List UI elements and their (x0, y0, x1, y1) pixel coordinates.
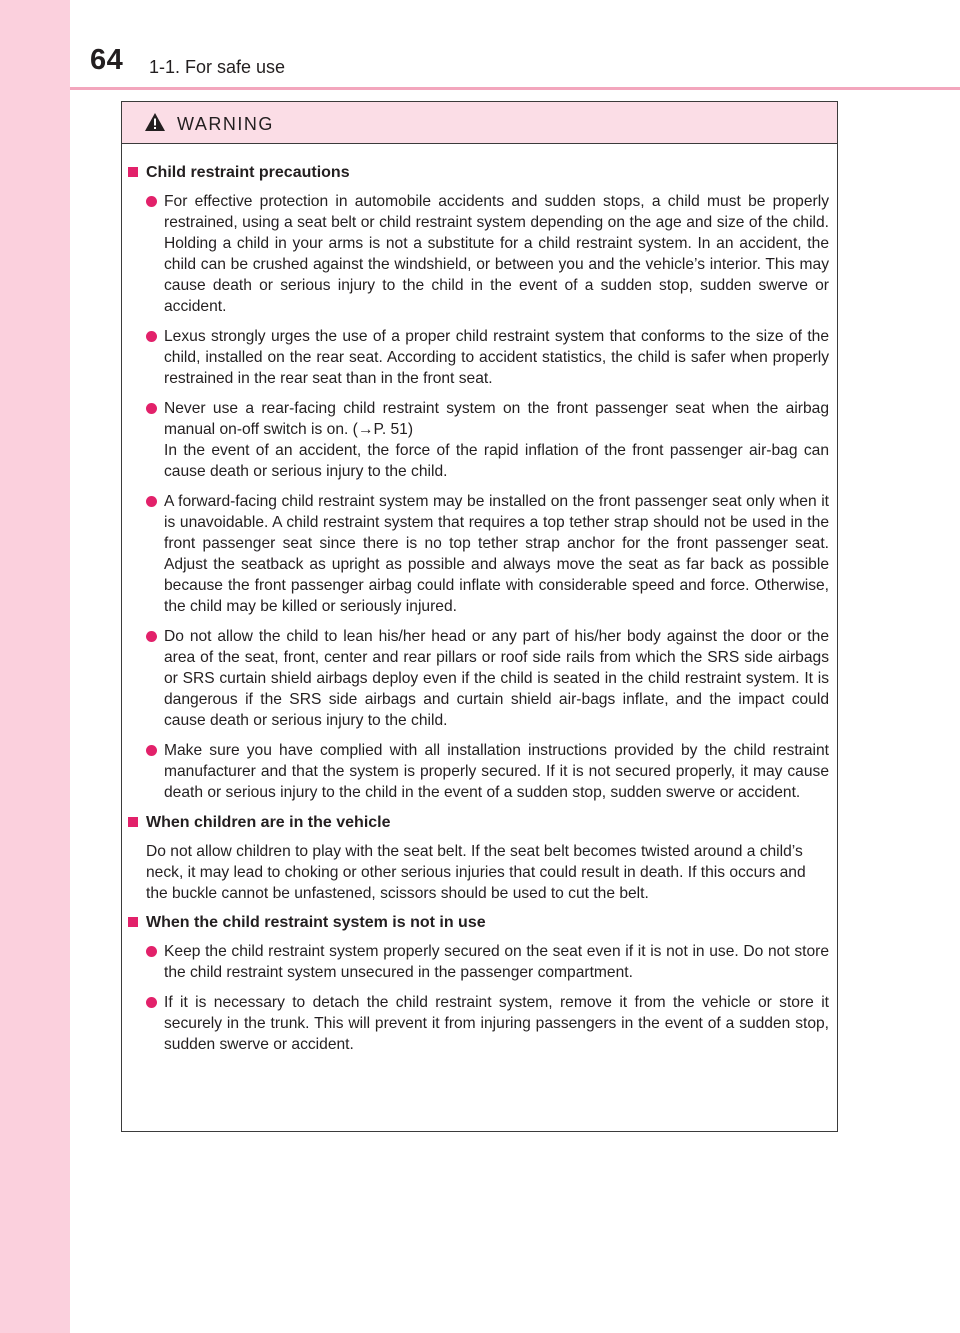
list-item: Do not allow the child to lean his/her head or any part of his/her body against the door or the area of the seat, front, center and rear pillars or roof side rails from which the SRS side airbags or SRS curtain shield airbags deploy even if the child is seated in the child restraint system. It is dangerous if the SRS side airbags and curtain shield air-bags inflate, and the impact could cause death or serious injury to the child. (128, 626, 829, 731)
section-heading: Child restraint precautions (128, 162, 829, 183)
list-item: For effective protection in automobile accidents and sudden stops, a child must be properly restrained, using a seat belt or child restraint system depending on the age and size of the child. Holding a child in your arms is not a substitute for a child restraint system. In an accident, the child can be crushed against the windshield, or between you and the vehicle’s interior. This may cause death or serious injury to the child in the event of a sudden stop, sudden swerve or accident. (128, 191, 829, 317)
round-bullet-icon (146, 745, 157, 756)
page-number: 64 (90, 44, 124, 76)
round-bullet-icon (146, 997, 157, 1008)
square-bullet-icon (128, 167, 138, 177)
round-bullet-icon (146, 403, 157, 414)
square-bullet-icon (128, 817, 138, 827)
round-bullet-icon (146, 331, 157, 342)
round-bullet-icon (146, 196, 157, 207)
warning-triangle-icon (144, 112, 166, 132)
round-bullet-icon (146, 496, 157, 507)
warning-title: WARNING (177, 114, 274, 134)
section-text: Do not allow children to play with the seat belt. If the seat belt becomes twisted around a child’s neck, it may lead to choking or other serious injuries that could result in death. If this occurs and the buckle cannot be unfastened, scissors should be used to cut the belt. (146, 843, 806, 902)
list-item: A forward-facing child restraint system may be installed on the front passenger seat only when it is unavoidable. A child restraint system that requires a top tether strap should not be used in the front passenger seat since there is no top tether strap anchor for the front passenger seat. Adjust the seatback as upright as possible and always move the seat as far back as possible because the front passenger airbag could inflate with considerable speed and force. Otherwise, the child may be killed or seriously injured. (128, 491, 829, 617)
list-item: If it is necessary to detach the child restraint system, remove it from the vehicle or store it securely in the trunk. This will prevent it from injuring passengers in the event of a sudden stop, sudden swerve or accident. (128, 992, 829, 1055)
round-bullet-icon (146, 946, 157, 957)
list-item: Make sure you have complied with all installation instructions provided by the child restraint manufacturer and that the system is properly secured. If it is not secured properly, it may cause death or serious injury to the child in the event of a sudden stop, sudden swerve or accident. (128, 740, 829, 803)
section-heading: When children are in the vehicle (128, 812, 829, 833)
side-color-strip (0, 0, 70, 1333)
list-item: Never use a rear-facing child restraint system on the front passenger seat when the airbag manual on-off switch is on. (→P. 51) In the event of an accident, the force of the rapid inflation of the front passenger air-bag can cause death or serious injury to the child. (128, 398, 829, 482)
square-bullet-icon (128, 917, 138, 927)
header-rule (70, 87, 960, 90)
warning-header (122, 102, 837, 144)
warning-box (121, 101, 838, 1132)
list-item: Keep the child restraint system properly secured on the seat even if it is not in use. Do not store the child restraint system unsecured in the passenger compartment. (128, 941, 829, 983)
round-bullet-icon (146, 631, 157, 642)
list-item: Lexus strongly urges the use of a proper child restraint system that conforms to the size of the child, installed on the rear seat. According to accident statistics, the child is safer when properly restrained in the rear seat than in the front seat. (128, 326, 829, 389)
page-header (70, 0, 960, 88)
section-heading: When the child restraint system is not in use (128, 912, 829, 933)
warning-body (122, 144, 837, 1131)
section-title: 1-1. For safe use (149, 57, 286, 77)
